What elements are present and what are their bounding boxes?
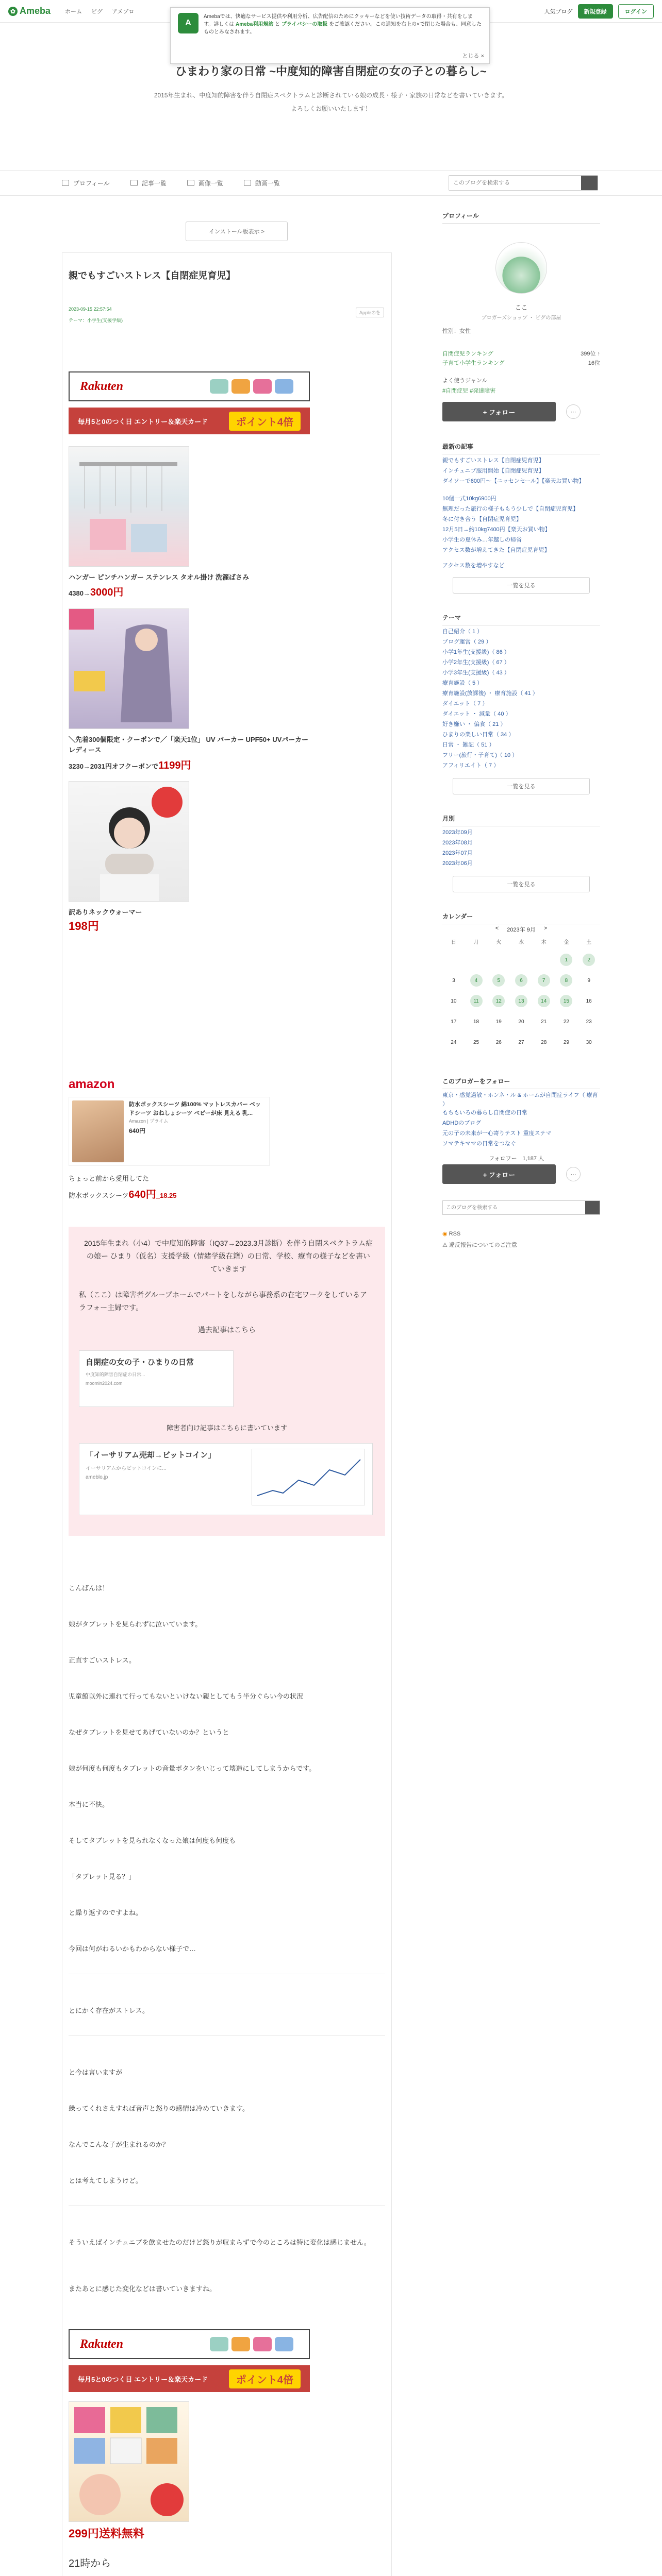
uv-parka-price-sale: 1199円 bbox=[158, 760, 191, 771]
uv-parka-product-image[interactable] bbox=[69, 608, 189, 729]
search-icon[interactable] bbox=[581, 176, 598, 190]
blog-description bbox=[0, 89, 662, 116]
para-7: 本当に不快。 bbox=[69, 1801, 109, 1808]
rss-link[interactable] bbox=[442, 1230, 460, 1237]
theme-item[interactable]: フリー(旅行・子育て)（ 10 ） bbox=[442, 752, 518, 758]
recent-item[interactable]: アクセス数を増やすなど bbox=[442, 563, 505, 569]
calendar-day[interactable]: 21 bbox=[541, 1019, 547, 1025]
author-profile-box bbox=[69, 1227, 385, 1536]
blog-card-2-desc: イーサリアムからビットコインに... bbox=[86, 1466, 167, 1471]
cookie-text-block bbox=[204, 13, 482, 58]
top-nav-home[interactable]: ホーム bbox=[65, 8, 82, 15]
calendar-day-cell bbox=[487, 974, 510, 987]
rakuten-product-images bbox=[210, 379, 293, 394]
calendar-day[interactable]: 11 bbox=[470, 995, 483, 1007]
genre-label: よく使うジャンル bbox=[442, 378, 488, 384]
blog-card-1-title: 自閉症の女の子・ひまりの日常 bbox=[86, 1358, 194, 1367]
cookie-close-button[interactable]: とじる × bbox=[462, 53, 484, 59]
author-profile-text2: 私（ここ）は障害者グループホームでパートをしながら事務系の在宅ワークをしているアラフォー主婦です。 bbox=[79, 1291, 367, 1312]
calendar-day[interactable]: 15 bbox=[560, 995, 572, 1007]
recent-item[interactable]: アクセス数が増えてきた【自閉症児育児】 bbox=[442, 547, 550, 553]
more-options-icon[interactable]: ⋯ bbox=[566, 404, 581, 419]
recent-heading: 最新の記事 bbox=[442, 442, 600, 454]
neck-warmer-product-image[interactable] bbox=[69, 781, 189, 902]
follow-heading: このブロガーをフォロー bbox=[442, 1077, 600, 1089]
para-12: とにかく存在がストレス。 bbox=[69, 2007, 150, 2014]
nav-image-list-label: 画像一覧 bbox=[198, 179, 223, 187]
recent-item[interactable]: 無理だった旅行の様子ももう少しで【自閉症児育児】 bbox=[442, 506, 578, 512]
cookie-text: Amebaでは、快適なサービス提供や利用分析、広告配信のためにクッキーなどを使い技術データの取得・共有をします。詳しくは bbox=[204, 14, 473, 27]
theme-item[interactable]: 小学1年生(支援級)（ 86 ） bbox=[442, 649, 510, 655]
calendar-day[interactable]: 22 bbox=[563, 1019, 569, 1025]
follow-blog-item[interactable]: ソマテキママの日常をつなぐ bbox=[442, 1141, 516, 1147]
amazon-note2 bbox=[69, 1186, 275, 1201]
blog-card-1[interactable] bbox=[79, 1350, 234, 1407]
calendar-day[interactable]: 12 bbox=[492, 995, 505, 1007]
calendar-day-cell bbox=[465, 974, 488, 987]
calendar-day[interactable]: 18 bbox=[473, 1019, 479, 1025]
article-theme[interactable]: テーマ：小学生(支援学級) bbox=[69, 318, 123, 323]
calendar-month: 2023年 9月 bbox=[507, 927, 536, 933]
theme-item[interactable]: ダイエット ・ 減量（ 40 ） bbox=[442, 711, 511, 717]
login-button[interactable]: ログイン bbox=[618, 4, 654, 19]
calendar-prev-button[interactable]: < bbox=[495, 925, 499, 931]
theme-more-button[interactable]: 一覧を見る bbox=[453, 778, 590, 794]
calendar-day[interactable]: 4 bbox=[470, 974, 483, 987]
calendar-day-cell bbox=[577, 1015, 600, 1028]
sidebar-search-input[interactable] bbox=[443, 1201, 585, 1214]
cookie-and: と bbox=[275, 22, 280, 27]
calendar-day[interactable]: 30 bbox=[586, 1039, 592, 1045]
calendar-day-cell bbox=[442, 974, 465, 987]
register-button[interactable]: 新規登録 bbox=[578, 4, 613, 19]
calendar-day bbox=[470, 954, 483, 966]
follow-blog-item[interactable]: 元の子の未来が一心寄りテスト 重度ステマ bbox=[442, 1130, 552, 1137]
uv-parka-product-name[interactable]: ＼先着300個限定・クーポンで／「楽天1位」 UV パーカー UPF50+ UVパーカー レディース bbox=[69, 736, 309, 754]
report-label: 違反報告についてのご注意 bbox=[449, 1242, 517, 1248]
amazon-product-price: 640円 bbox=[129, 1127, 146, 1134]
ranking-2-label: 子育て小学生ランキング bbox=[442, 360, 505, 366]
calendar-day[interactable]: 9 bbox=[587, 977, 590, 984]
calendar-weekday: 土 bbox=[586, 940, 592, 945]
calendar-day bbox=[515, 954, 527, 966]
rss-label: RSS bbox=[449, 1231, 461, 1237]
calendar-day bbox=[538, 954, 550, 966]
nav-image-list[interactable] bbox=[187, 179, 223, 188]
theme-item[interactable]: ダイエット（ 7 ） bbox=[442, 701, 488, 707]
blog-card-1-url: moomin2024.com bbox=[86, 1381, 123, 1386]
profile-icon bbox=[62, 180, 69, 186]
kids-tshirt-illustration bbox=[69, 2402, 189, 2522]
calendar-grid bbox=[442, 938, 600, 1048]
kids-tshirt-price: 299円送料無料 bbox=[69, 2527, 144, 2540]
recent-item[interactable]: インチュニブ服用開始【自閉症児育児】 bbox=[442, 468, 544, 474]
recent-item[interactable]: 冬に付き合う【自閉症児育児】 bbox=[442, 516, 522, 522]
article-date: 2023-09-15 22:57:54 bbox=[69, 307, 112, 312]
nav-video-list[interactable] bbox=[244, 179, 280, 188]
profile-sub-links[interactable]: ブロガーズショップ ・ ピグの部屋 bbox=[481, 315, 561, 321]
calendar-day[interactable]: 29 bbox=[563, 1039, 569, 1045]
amazon-note2-price: 640円 bbox=[128, 1189, 156, 1200]
hanger-price-prefix: 4380→ bbox=[69, 589, 90, 597]
recent-item[interactable]: 小学生の夏休み…年越しの帰省 bbox=[442, 537, 522, 543]
calendar-day[interactable]: 27 bbox=[518, 1039, 524, 1045]
points-banner-2-left: 毎月5と0のつく日 エントリー＆楽天カード bbox=[78, 2375, 208, 2383]
calendar-day[interactable]: 3 bbox=[452, 977, 455, 984]
profile-gender: 性別：女性 bbox=[442, 328, 471, 334]
calendar-day[interactable]: 23 bbox=[586, 1019, 592, 1025]
calendar-day-cell bbox=[533, 995, 555, 1007]
past-articles-link[interactable]: 過去記事はこちら bbox=[198, 1326, 256, 1334]
hanger-product-name[interactable]: ハンガー ピンチハンガー ステンレス タオル掛け 洗濯ばさみ bbox=[69, 573, 250, 581]
cookie-notice bbox=[170, 7, 490, 64]
points-banner-2-right: ポイント4倍 bbox=[229, 2369, 301, 2388]
monthly-heading: 月別 bbox=[442, 814, 600, 826]
theme-item[interactable]: 小学2年生(支援級)（ 67 ） bbox=[442, 659, 510, 666]
rakuten-logo: Rakuten bbox=[80, 379, 124, 393]
ranking-1-value: 399位 ↑ bbox=[581, 351, 600, 357]
calendar-day-cell bbox=[577, 974, 600, 987]
article-title[interactable]: 親でもすごいストレス【自閉症児育児】 bbox=[69, 270, 236, 281]
top-nav bbox=[65, 7, 134, 15]
month-item[interactable]: 2023年06月 bbox=[442, 860, 473, 867]
para-6: 娘が何度も何度もタブレットの音量ボタンをいじって壊造にしてしまうからです。 bbox=[69, 1765, 316, 1772]
para-11: 今回は何がわるいかもわからない様子で… bbox=[69, 1945, 196, 1953]
search-icon[interactable] bbox=[585, 1201, 600, 1214]
calendar-day-cell bbox=[533, 1015, 555, 1028]
follower-count[interactable]: フォロワー 1,187 人 bbox=[489, 1156, 544, 1162]
neck-warmer-illustration bbox=[69, 782, 189, 902]
nav-video-list-label: 動画一覧 bbox=[255, 179, 280, 187]
month-item[interactable]: 2023年08月 bbox=[442, 840, 473, 846]
amazon-note2-date: _18.25 bbox=[156, 1192, 177, 1199]
document-icon bbox=[130, 180, 138, 186]
follow-blog-item[interactable]: もちもいろの暮らし自閉症の日常 bbox=[442, 1110, 527, 1116]
amazon-note: ちょっと前から愛用してた bbox=[69, 1175, 150, 1182]
neck-warmer-product-name[interactable]: 訳ありネックウォーマー bbox=[69, 908, 142, 916]
points-banner-right: ポイント4倍 bbox=[229, 412, 301, 431]
calendar-day[interactable]: 2 bbox=[583, 954, 595, 966]
calendar-day[interactable]: 6 bbox=[515, 974, 527, 987]
follow-blog-item[interactable]: ADHDのブログ bbox=[442, 1120, 482, 1126]
ranking-row-2[interactable] bbox=[442, 359, 600, 367]
recent-item[interactable]: ダイソーで600円〜【ニッセンセール】【楽天お買い物】 bbox=[442, 478, 585, 484]
calendar-day-cell bbox=[577, 1036, 600, 1048]
calendar-heading: カレンダー bbox=[442, 912, 600, 924]
theme-item[interactable]: ひまりの楽しい日常（ 34 ） bbox=[442, 732, 515, 738]
neck-warmer-price: 198円 bbox=[69, 920, 99, 933]
calendar-day-cell bbox=[465, 995, 488, 1007]
nav-profile-label: プロフィール bbox=[73, 179, 110, 187]
points-banner[interactable] bbox=[69, 408, 310, 434]
amazon-product-title: 防水ボックスシーツ 綿100% マットレスカバー ベッドシーツ おねしょシーツ ベビーが床 見える 乳... bbox=[129, 1101, 261, 1116]
profile-heading: プロフィール bbox=[442, 211, 600, 224]
calendar-day bbox=[492, 954, 505, 966]
calendar-day[interactable]: 28 bbox=[541, 1039, 547, 1045]
para-10: と繰り返すのですよね。 bbox=[69, 1909, 143, 1917]
theme-item[interactable]: 好き嫌い ・ 偏食（ 21 ） bbox=[442, 721, 506, 727]
follow-button-2[interactable]: + フォロー bbox=[442, 1164, 556, 1184]
calendar-day-cell bbox=[577, 995, 600, 1007]
para-2: 娘がタブレットを見られずに泣いています。 bbox=[69, 1620, 202, 1628]
para-1: こんばんは！ bbox=[69, 1584, 109, 1592]
amazon-logo: amazon bbox=[69, 1077, 115, 1091]
calendar-day-cell bbox=[442, 995, 465, 1007]
calendar-day-cell bbox=[577, 954, 600, 966]
ameba-logo-icon: ✿ bbox=[8, 7, 18, 16]
ranking-2-value: 16位 bbox=[588, 360, 600, 366]
calendar-day-cell bbox=[510, 1036, 533, 1048]
calendar-day bbox=[448, 954, 460, 966]
follow-button[interactable]: + フォロー bbox=[442, 402, 556, 421]
ranking-row-1[interactable] bbox=[442, 349, 600, 358]
rss-icon: ◉ bbox=[442, 1231, 449, 1237]
amazon-product-image bbox=[72, 1100, 124, 1162]
ameba-notice-icon: A bbox=[178, 13, 198, 33]
calendar-day[interactable]: 1 bbox=[560, 954, 572, 966]
para-17: そういえばインチュニブを飲ませたのだけど怒りが収まらずで今のところは特に変化は感じません。 bbox=[69, 2239, 371, 2246]
calendar-day-cell bbox=[487, 954, 510, 966]
calendar-day-cell bbox=[533, 974, 555, 987]
calendar-header bbox=[442, 925, 600, 934]
recent-more-button[interactable]: 一覧を見る bbox=[453, 577, 590, 594]
rakuten-banner-2[interactable] bbox=[69, 2329, 310, 2359]
blog-desc-line2: よろしくお願いいたします！ bbox=[290, 105, 371, 113]
calendar-day-cell bbox=[465, 1036, 488, 1048]
para-14: 繰ってくれさえすれば音声と怒りの感情は冷めていきます。 bbox=[69, 2105, 249, 2112]
blog-title[interactable]: ひまわり家の日常 ~中度知的障害自閉症の女の子との暮らし~ bbox=[175, 65, 487, 78]
calendar-day[interactable]: 5 bbox=[492, 974, 505, 987]
warning-icon: ⚠ bbox=[442, 1242, 449, 1248]
calendar-weekday: 水 bbox=[518, 940, 524, 945]
nav-article-list-label: 記事一覧 bbox=[141, 179, 167, 187]
sidebar-search bbox=[442, 1200, 600, 1215]
para-18: またあとに感じた変化などは書いていきますね。 bbox=[69, 2285, 217, 2293]
image-icon bbox=[187, 180, 194, 186]
hanger-product-price bbox=[69, 584, 123, 599]
blog-nav bbox=[0, 170, 662, 196]
blog-search-input[interactable] bbox=[449, 176, 581, 190]
calendar-day-cell bbox=[510, 995, 533, 1007]
theme-item[interactable]: アフィリエイト（ 7 ） bbox=[442, 762, 500, 769]
author-profile-text: 2015年生まれ（小4）で中度知的障害（IQ37→2023.3月診断）を伴う自閉スペクトラム症の娘ー ひまり（仮名）支援学級（情緒学級在籍）の日常、学校、療育の様子などを書いていきます bbox=[84, 1239, 373, 1274]
para-5: なぜタブレットを見せてあげていないのか？というと bbox=[69, 1728, 229, 1736]
para-16: とは考えてしまうけど。 bbox=[69, 2177, 143, 2184]
blog-card-2-url: ameblo.jp bbox=[86, 1475, 108, 1480]
rakuten-product-images-2 bbox=[210, 2337, 293, 2351]
para-4: 児童館以外に連れて行ってもないといけない親としてもう半分ぐらい今の状況 bbox=[69, 1692, 304, 1700]
calendar-day[interactable]: 25 bbox=[473, 1039, 479, 1045]
para-13: と今は言いますが bbox=[69, 2069, 123, 2076]
hanger-illustration bbox=[69, 447, 189, 567]
top-right-actions bbox=[544, 4, 654, 19]
calendar-next-button[interactable]: > bbox=[543, 925, 548, 931]
nav-article-list[interactable] bbox=[130, 179, 167, 188]
other-blog-text: 障害者向け記事はこちらに書いています bbox=[166, 1424, 287, 1432]
top-nav-ameblo[interactable]: アメブロ bbox=[112, 8, 135, 15]
para-9: 「タブレット見る？」 bbox=[69, 1873, 136, 1880]
calendar-day-cell bbox=[487, 1036, 510, 1048]
calendar-day-cell bbox=[555, 1015, 578, 1028]
theme-item[interactable]: ブログ運営（ 29 ） bbox=[442, 639, 492, 645]
calendar-day[interactable]: 16 bbox=[586, 998, 592, 1004]
calendar-day-cell bbox=[533, 1036, 555, 1048]
hanger-price-sale: 3000円 bbox=[90, 587, 124, 598]
cookie-text2: をご確認ください。この通知を右上の×で閉じた場合も、同意したものとみなされます。 bbox=[204, 22, 482, 35]
avatar[interactable] bbox=[495, 242, 547, 294]
sale-start-label: 21時から bbox=[69, 2558, 111, 2569]
ameba-logo-text: Ameba bbox=[20, 6, 51, 16]
calendar-day[interactable]: 10 bbox=[451, 998, 457, 1004]
calendar-day-cell bbox=[555, 954, 578, 966]
parka-illustration bbox=[69, 609, 189, 729]
calendar-day[interactable]: 26 bbox=[495, 1039, 502, 1045]
calendar-day[interactable]: 24 bbox=[451, 1039, 457, 1045]
more-options-icon[interactable]: ⋯ bbox=[566, 1167, 581, 1181]
calendar-day[interactable]: 14 bbox=[538, 995, 550, 1007]
calendar-weekday: 月 bbox=[473, 940, 479, 945]
month-item[interactable]: 2023年07月 bbox=[442, 850, 473, 856]
follow-blog-item[interactable]: 東京・感覚過敏・ホンネ・ル & ホームが自閉症ライフ（ 療育 ） bbox=[442, 1092, 598, 1107]
month-item[interactable]: 2023年09月 bbox=[442, 829, 473, 836]
calendar-day-cell bbox=[510, 974, 533, 987]
para-3: 正直すごいストレス。 bbox=[69, 1656, 136, 1664]
profile-name[interactable]: ここ bbox=[515, 304, 527, 311]
calendar-day[interactable]: 20 bbox=[518, 1019, 524, 1025]
calendar-day-cell bbox=[442, 1036, 465, 1048]
kids-tshirt-product-image[interactable] bbox=[69, 2401, 189, 2522]
calendar-day-cell bbox=[510, 1015, 533, 1028]
recent-item[interactable]: 12月5日→約10kg7400円【楽天お買い物】 bbox=[442, 527, 551, 533]
calendar-weekday: 火 bbox=[496, 940, 502, 945]
para-15: なんでこんな子が生まれるのか？ bbox=[69, 2141, 170, 2148]
calendar-day-cell bbox=[555, 974, 578, 987]
blog-card-2[interactable] bbox=[79, 1443, 373, 1515]
recent-item[interactable]: 10個一式10kg6900円 bbox=[442, 496, 496, 502]
calendar-day-cell bbox=[510, 954, 533, 966]
calendar-day[interactable]: 7 bbox=[538, 974, 550, 987]
calendar-day-cell bbox=[555, 1036, 578, 1048]
uv-parka-product-price bbox=[69, 757, 191, 772]
calendar-day-cell bbox=[465, 954, 488, 966]
calendar-weekday: 日 bbox=[451, 940, 456, 945]
calendar-day[interactable]: 17 bbox=[451, 1019, 457, 1025]
amazon-product-info bbox=[129, 1100, 266, 1162]
calendar-day[interactable]: 19 bbox=[495, 1019, 502, 1025]
theme-item[interactable]: 小学3年生(支援級)（ 43 ） bbox=[442, 670, 510, 676]
cookie-terms-link[interactable]: Ameba利用規約 bbox=[235, 22, 274, 27]
blog-card-1-desc: 中度知的障害自閉症の日常... bbox=[86, 1372, 145, 1377]
theme-item[interactable]: 療育施設(放課後) ・ 療育施設（ 41 ） bbox=[442, 690, 538, 697]
rakuten-banner[interactable] bbox=[69, 371, 310, 401]
calendar-day[interactable]: 8 bbox=[560, 974, 572, 987]
calendar-day-cell bbox=[533, 954, 555, 966]
amazon-product-card[interactable] bbox=[69, 1097, 270, 1166]
amazon-section bbox=[69, 1077, 275, 1201]
theme-item[interactable]: 日常 ・ 雑記（ 51 ） bbox=[442, 742, 495, 748]
rakuten-logo-2: Rakuten bbox=[80, 2337, 124, 2351]
install-version-button[interactable]: インストール版表示 > bbox=[186, 222, 288, 241]
calendar-day[interactable]: 13 bbox=[515, 995, 527, 1007]
calendar-day-cell bbox=[487, 1015, 510, 1028]
monthly-more-button[interactable]: 一覧を見る bbox=[453, 876, 590, 892]
blog-card-2-chart-thumbnail bbox=[252, 1449, 365, 1505]
hanger-product-image[interactable] bbox=[69, 446, 189, 567]
ranking-1-label: 自閉症児ランキング bbox=[442, 351, 493, 357]
cookie-privacy-link[interactable]: プライバシーの取扱 bbox=[281, 22, 328, 27]
report-link[interactable] bbox=[442, 1241, 517, 1249]
para-8: そしてタブレットを見られなくなった娘は何度も何度も bbox=[69, 1837, 236, 1844]
article bbox=[62, 252, 392, 2576]
calendar-weekday: 金 bbox=[564, 940, 569, 945]
theme-heading: テーマ bbox=[442, 613, 600, 625]
blog-desc-line1: 2015年生まれ、中度知的障害を伴う自閉症スペクトラムと診断されている娘の成長・様子・家族の日常などを書いていきます。 bbox=[154, 92, 508, 99]
amazon-note2-prefix: 防水ボックスシーツ bbox=[69, 1192, 129, 1199]
top-nav-pigg[interactable]: ピグ bbox=[91, 8, 103, 15]
points-banner-2[interactable] bbox=[69, 2365, 310, 2392]
calendar-day-cell bbox=[487, 995, 510, 1007]
calendar-weekday: 木 bbox=[541, 940, 547, 945]
popular-blog-link[interactable]: 人気ブログ bbox=[544, 8, 573, 15]
blog-card-2-title: 「イーサリアム売却→ビットコイン」 bbox=[86, 1451, 216, 1460]
calendar-day-cell bbox=[442, 1015, 465, 1028]
calendar-day-cell bbox=[442, 954, 465, 966]
calendar-day-cell bbox=[465, 1015, 488, 1028]
uv-parka-price-prefix: 3230→2031円オフクーポンで bbox=[69, 762, 159, 770]
theme-item[interactable]: 自己紹介（ 1 ） bbox=[442, 629, 483, 635]
article-badge: Appleのを bbox=[356, 308, 384, 317]
ameba-logo[interactable] bbox=[8, 6, 51, 16]
theme-item[interactable]: 療育施設（ 5 ） bbox=[442, 680, 483, 686]
price-chart-icon bbox=[252, 1449, 365, 1505]
nav-profile[interactable] bbox=[62, 179, 110, 188]
amazon-product-brand: Amazon | プライム bbox=[129, 1118, 169, 1124]
video-icon bbox=[244, 180, 251, 186]
points-banner-left: 毎月5と0のつく日 エントリー＆楽天カード bbox=[78, 417, 208, 426]
genre-tags[interactable]: #自閉症児 #発達障害 bbox=[442, 388, 496, 394]
blog-search bbox=[449, 175, 598, 191]
calendar-day-cell bbox=[555, 995, 578, 1007]
recent-item[interactable]: 親でもすごいストレス【自閉症児育児】 bbox=[442, 457, 544, 464]
